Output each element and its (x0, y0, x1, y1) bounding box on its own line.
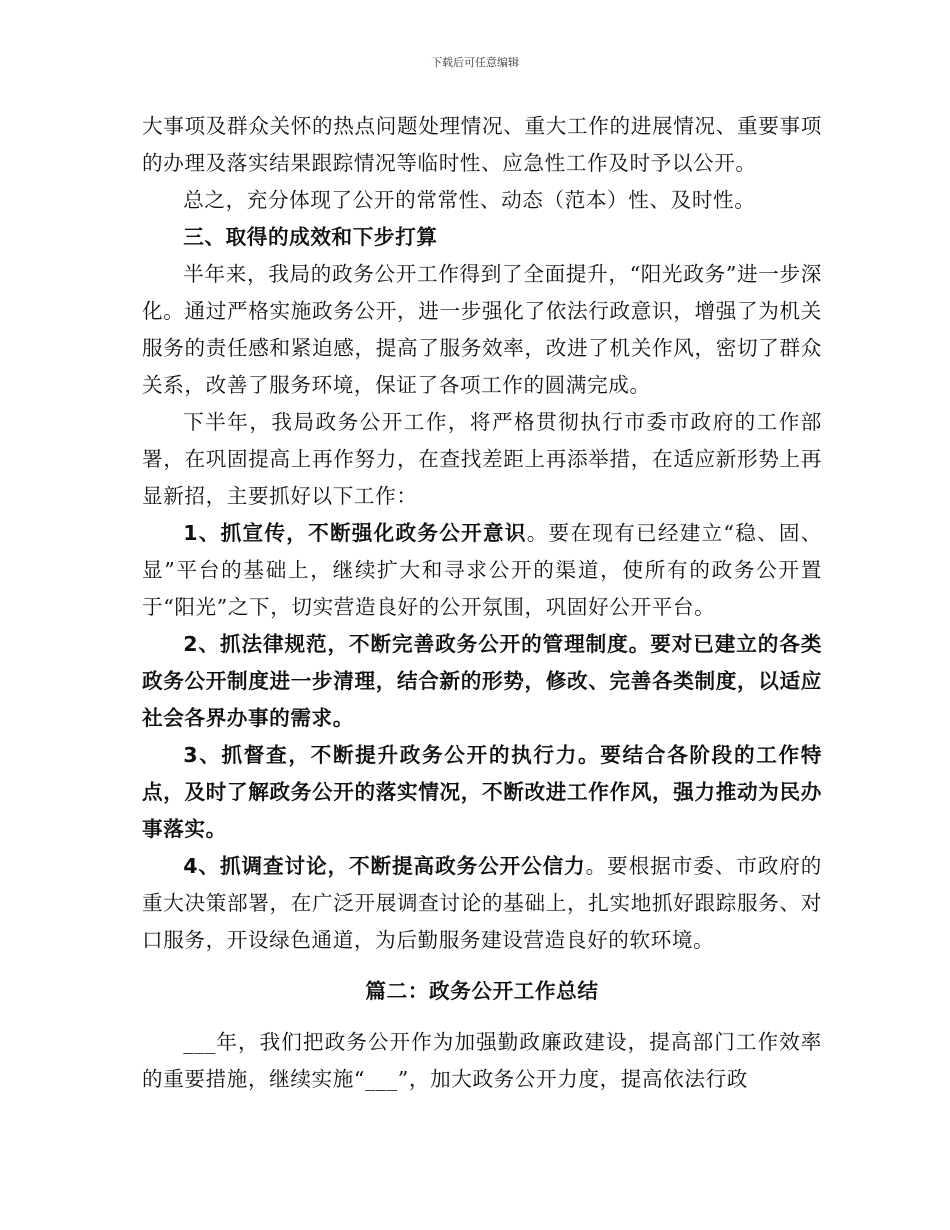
paragraph-2: 总之，充分体现了公开的常常性、动态（范本）性、及时性。 (183, 188, 756, 212)
list-item-4-text: 。要根据市委、市政府的重大决策部署，在广泛开展调查讨论的基础上，扎实地抓好跟踪服务、对口服务，开设绿色通道，为后勤服务建设营造良好的软环境。 (142, 854, 822, 952)
list-item-1 (142, 515, 822, 626)
list-item-4 (142, 848, 822, 959)
list-item-3: 3、抓督查，不断提升政务公开的执行力。要结合各阶段的工作特点，及时了解政务公开的落实情况，不断改进工作作风，强力推动为民办事落实。 (142, 743, 822, 841)
paragraph-3: 半年来，我局的政务公开工作得到了全面提升，“阳光政务”进一步深化。通过严格实施政务公开，进一步强化了依法行政意识，增强了为机关服务的责任感和紧迫感，提高了服务效率，改进了机关作风，密切了群众关系，改善了服务环境，保证了各项工作的圆满完成。 (142, 262, 822, 397)
list-item-1-text: 。要在现有已经建立“稳、固、显”平台的基础上，继续扩大和寻求公开的渠道，使所有的政务公开置于“阳光”之下，切实营造良好的公开氛围，巩固好公开平台。 (142, 521, 822, 619)
article-title-2: 篇二：政务公开工作总结 (365, 979, 599, 1003)
list-item-4-heading: 4、抓调查讨论，不断提高政务公开公信力 (183, 854, 586, 878)
document-body (142, 108, 822, 1098)
paragraph-4: 下半年，我局政务公开工作，将严格贯彻执行市委市政府的工作部署，在巩固提高上再作努力，在查找差距上再添举措，在适应新形势上再显新招，主要抓好以下工作： (142, 410, 822, 508)
page-header-note: 下载后可任意编辑 (431, 56, 519, 69)
list-item-1-heading: 1、抓宣传，不断强化政务公开意识 (183, 521, 527, 545)
paragraph-5: ___年，我们把政务公开作为加强勤政廉政建设，提高部门工作效率的重要措施，继续实施“___”，加大政务公开力度，提高依法行政 (142, 1030, 822, 1091)
list-item-2: 2、抓法律规范，不断完善政务公开的管理制度。要对已建立的各类政务公开制度进一步清理，结合新的形势，修改、完善各类制度，以适应社会各界办事的需求。 (142, 632, 822, 730)
paragraph-1: 大事项及群众关怀的热点问题处理情况、重大工作的进展情况、重要事项的办理及落实结果跟踪情况等临时性、应急性工作及时予以公开。 (142, 114, 822, 175)
section-heading-3: 三、取得的成效和下步打算 (183, 225, 438, 249)
